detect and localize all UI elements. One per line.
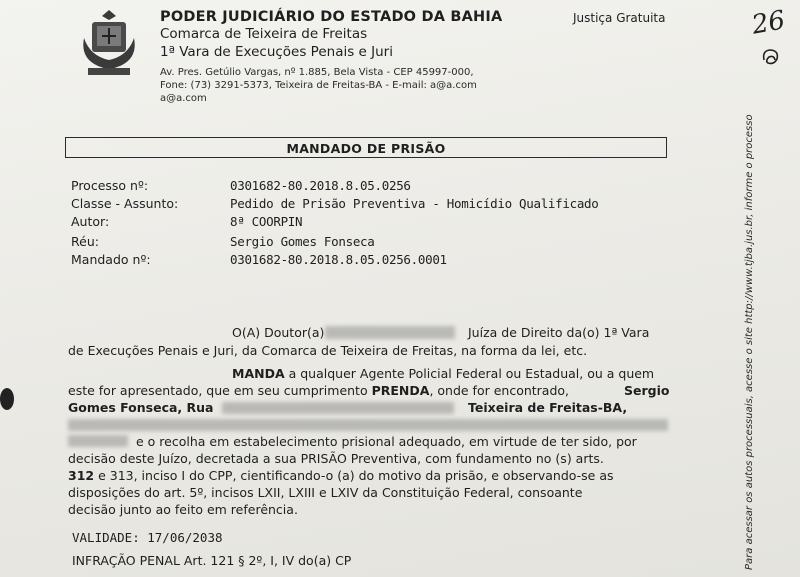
field-label-processo: Processo nº:: [71, 178, 149, 193]
address-line-2: Fone: (73) 3291-5373, Teixeira de Freitas-BA - E-mail: a@a.com: [160, 80, 477, 91]
field-value-mandado: 0301682-80.2018.8.05.0256.0001: [230, 252, 447, 267]
body-line-manda: [232, 366, 654, 381]
justica-gratuita-label: Justiça Gratuita: [573, 11, 666, 25]
body-line-decisao: decisão deste Juízo, decretada a sua PRISÃO Preventiva, com fundamento no (s) arts.: [68, 451, 604, 466]
body-line-313-text: e 313, inciso I do CPP, cientificando-o (a) do motivo da prisão, e observando-se as: [98, 468, 614, 483]
body-line-comarca: de Execuções Penais e Juri, da Comarca de Teixeira de Freitas, na forma da lei, etc.: [68, 343, 588, 358]
defendant-city: Teixeira de Freitas-BA,: [468, 400, 628, 415]
coat-of-arms-seal: [78, 8, 140, 78]
field-label-autor: Autor:: [71, 214, 110, 229]
body-line-recolha: e o recolha em estabelecimento prisional adequado, em virtude de ter sido, por: [136, 434, 637, 449]
redacted-street-address: [222, 402, 454, 414]
field-label-reu: Réu:: [71, 234, 99, 249]
side-note-text: Para acessar os autos processuais, acesse o site http://www.tjba.jus.br, informe o processo: [744, 114, 755, 570]
validade-line: VALIDADE: 17/06/2038: [72, 530, 223, 545]
body-line-referencia: decisão junto ao feito em referência.: [68, 502, 298, 517]
manda-text: a qualquer Agente Policial Federal ou Estadual, ou a quem: [288, 366, 655, 381]
document-title: MANDADO DE PRISÃO: [286, 141, 446, 156]
field-value-processo: 0301682-80.2018.8.05.0256: [230, 178, 411, 193]
body-juiza-text: Juíza de Direito da(o) 1ª Vara: [468, 325, 650, 340]
redacted-judge-name: [325, 326, 455, 339]
body-line-312: [68, 468, 614, 483]
field-value-reu: Sergio Gomes Fonseca: [230, 234, 375, 249]
side-note-container: [740, 114, 760, 570]
handwritten-initial-mark: [760, 46, 782, 68]
handwritten-page-number: 26: [749, 5, 788, 41]
prenda-pre: este for apresentado, que em seu cumprimento: [68, 383, 368, 398]
defendant-surname-rua: Gomes Fonseca, Rua: [68, 400, 214, 415]
field-value-autor: 8ª COORPIN: [230, 214, 303, 229]
article-312: 312: [68, 468, 95, 483]
prenda-post: , onde for encontrado,: [429, 383, 570, 398]
field-value-classe: Pedido de Prisão Preventiva - Homicídio Qualificado: [230, 196, 599, 211]
redacted-address-end: [68, 435, 128, 447]
address-line-3: a@a.com: [160, 93, 207, 104]
punch-hole: [0, 388, 14, 410]
body-line-prenda: [68, 383, 569, 398]
vara-name: 1ª Vara de Execuções Penais e Juri: [160, 44, 393, 60]
defendant-first-name: Sergio: [624, 383, 670, 398]
court-name: PODER JUDICIÁRIO DO ESTADO DA BAHIA: [160, 9, 503, 25]
comarca-name: Comarca de Teixeira de Freitas: [160, 26, 368, 42]
court-address: [160, 66, 477, 105]
redacted-address-line: [68, 419, 668, 431]
body-line-disposicoes: disposições do art. 5º, incisos LXII, LXIII e LXIV da Constituição Federal, consoante: [68, 485, 583, 500]
field-label-classe: Classe - Assunto:: [71, 196, 179, 211]
manda-word: MANDA: [232, 366, 285, 381]
body-doutor-label: O(A) Doutor(a): [232, 325, 325, 340]
prenda-word: PRENDA: [371, 383, 430, 398]
field-label-mandado: Mandado nº:: [71, 252, 151, 267]
address-line-1: Av. Pres. Getúlio Vargas, nº 1.885, Bela Vista - CEP 45997-000,: [160, 67, 474, 78]
infracao-penal-line: INFRAÇÃO PENAL Art. 121 § 2º, I, IV do(a) CP: [72, 553, 352, 568]
document-title-box: [65, 137, 667, 158]
